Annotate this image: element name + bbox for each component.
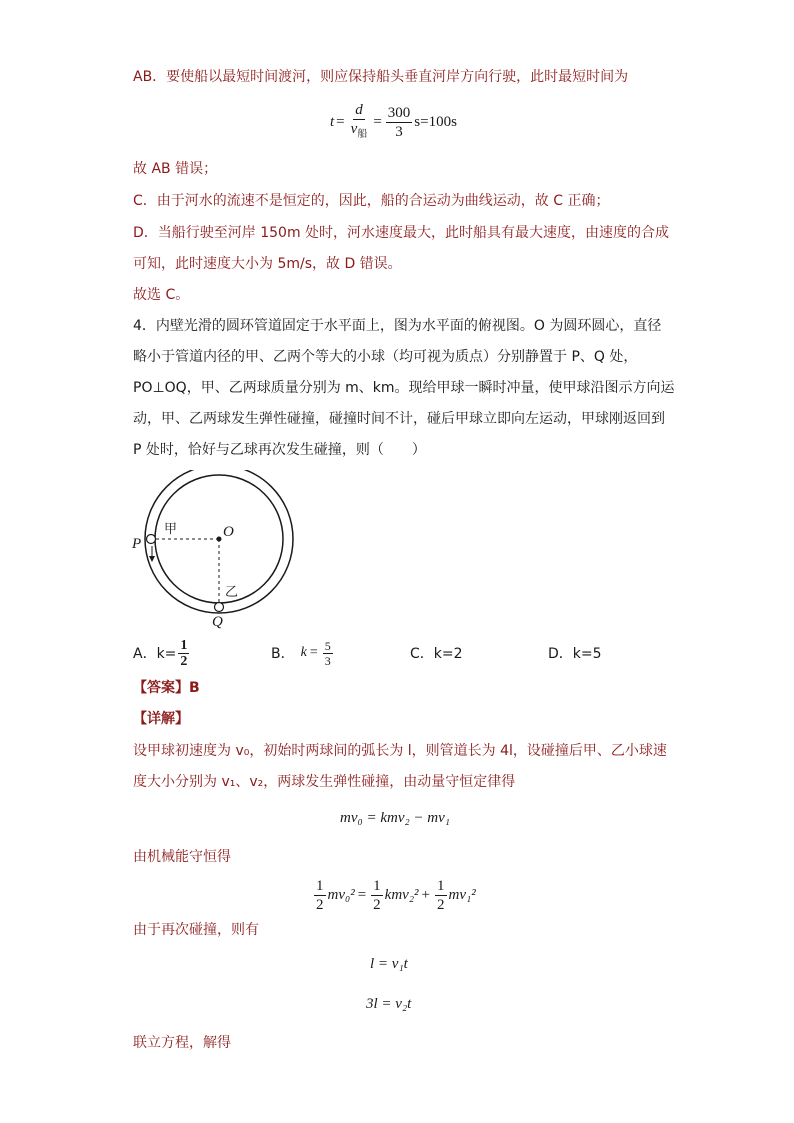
option-a-num: 1 (180, 637, 188, 653)
option-b-eq: = (309, 645, 318, 660)
frac-300-over-3 (386, 104, 413, 141)
option-b-frac (323, 639, 333, 668)
option-a-den: 2 (180, 653, 188, 669)
energy-equals: = (357, 886, 367, 903)
option-c[interactable]: C．k=2 (410, 646, 463, 662)
d-line-1: D．当船行驶至河岸 150m 处时，河水速度最大，此时船具有最大速度，由速度的合成 (133, 225, 670, 241)
option-a[interactable] (133, 636, 191, 670)
eq-equals-2: = (373, 113, 382, 130)
frac-v-sub: 船 (357, 128, 368, 140)
equation-3l: 3l = v₂t (366, 996, 412, 1012)
frac-300: 300 (387, 104, 411, 121)
energy-frac-1 (314, 877, 326, 914)
c-line-1: C．由于河水的流速不是恒定的，因此，船的合运动为曲线运动，故 C 正确； (133, 193, 610, 209)
eq-equals-1: = (336, 113, 345, 130)
q4-line-4: 动，甲、乙两球发生弹性碰撞，碰撞时间不计，碰后甲球立即向左运动，甲球刚返回到 (133, 411, 665, 427)
frac-d: d (355, 101, 363, 118)
eq-t: t (330, 113, 335, 130)
q4-line-2: 略小于管道内径的甲、乙两个等大的小球（均可视为质点）分别静置于 P、Q 处， (133, 349, 638, 365)
solution-line-1: 设甲球初速度为 v₀，初始时两球间的弧长为 l，则管道长为 4l，设碰撞后甲、乙小球速 (133, 743, 667, 759)
options-row (133, 636, 653, 670)
label-q: Q (212, 614, 223, 630)
equation-min-time (330, 102, 457, 142)
option-a-frac (178, 638, 189, 669)
d-line-3: 故选 C。 (133, 287, 190, 303)
energy-frac-2-den: 2 (373, 896, 381, 913)
ball-jia (147, 535, 156, 544)
energy-frac-3-den: 2 (437, 896, 445, 913)
q4-line-5: P 处时，恰好与乙球再次发生碰撞，则（ ） (133, 442, 426, 458)
d-line-2: 可知，此时速度大小为 5m/s，故 D 错误。 (133, 256, 402, 272)
label-o: O (223, 524, 234, 540)
frac-v: v (350, 120, 358, 137)
solution-line-2: 度大小分别为 v₁、v₂，两球发生弹性碰撞，由动量守恒定律得 (133, 774, 516, 790)
label-jia: 甲 (164, 522, 178, 537)
q4-line-3: PO⊥OQ，甲、乙两球质量分别为 m、km。现给甲球一瞬时冲量，使甲球沿图示方向运 (133, 380, 675, 396)
energy-plus: + (421, 886, 431, 903)
frac-d-over-v (349, 101, 370, 144)
energy-rhs: mv₁² (448, 886, 476, 903)
center-point (217, 537, 222, 542)
option-b-prefix: B． (271, 646, 295, 662)
ab-line-2: 故 AB 错误； (133, 161, 218, 177)
q4-line-1: 4．内壁光滑的圆环管道固定于水平面上，图为水平面的俯视图。O 为圆环圆心，直径 (133, 318, 662, 334)
energy-frac-2-num: 1 (373, 877, 381, 894)
energy-mid: kmv₂² (384, 886, 419, 903)
option-a-prefix: A．k= (133, 646, 177, 662)
equation-momentum: mv₀ = kmv₂ − mv₁ (340, 810, 451, 826)
label-p: P (132, 536, 142, 552)
frac-v-ship (349, 120, 370, 144)
energy-frac-1-den: 2 (316, 896, 324, 913)
equation-l: l = v₁t (370, 956, 408, 972)
ball-yi (215, 603, 224, 612)
frac-3: 3 (395, 123, 403, 140)
option-d[interactable]: D．k=5 (548, 646, 602, 662)
solution-line-3: 由机械能守恒得 (133, 849, 231, 865)
energy-frac-1-num: 1 (316, 877, 324, 894)
option-b-den: 3 (324, 653, 331, 668)
option-b-k: k (300, 645, 307, 660)
option-b-num: 5 (324, 638, 331, 653)
energy-lhs: mv₀² (327, 886, 355, 903)
solution-line-5: 联立方程，解得 (133, 1035, 231, 1051)
ab-line-1: AB．要使船以最短时间渡河，则应保持船头垂直河岸方向行驶，此时最短时间为 (133, 69, 629, 85)
equation-energy (312, 875, 476, 915)
label-yi: 乙 (225, 585, 239, 600)
solution-line-4: 由于再次碰撞，则有 (133, 922, 259, 938)
ring-pipe-figure (120, 470, 310, 635)
answer-label: 【答案】B (133, 680, 200, 696)
direction-arrow-head (149, 556, 155, 562)
energy-frac-3-num: 1 (437, 877, 445, 894)
eq-result: s=100s (414, 113, 457, 130)
energy-frac-3 (435, 877, 447, 914)
energy-frac-2 (371, 877, 383, 914)
option-b[interactable] (271, 636, 335, 670)
detail-label: 【详解】 (133, 711, 189, 727)
